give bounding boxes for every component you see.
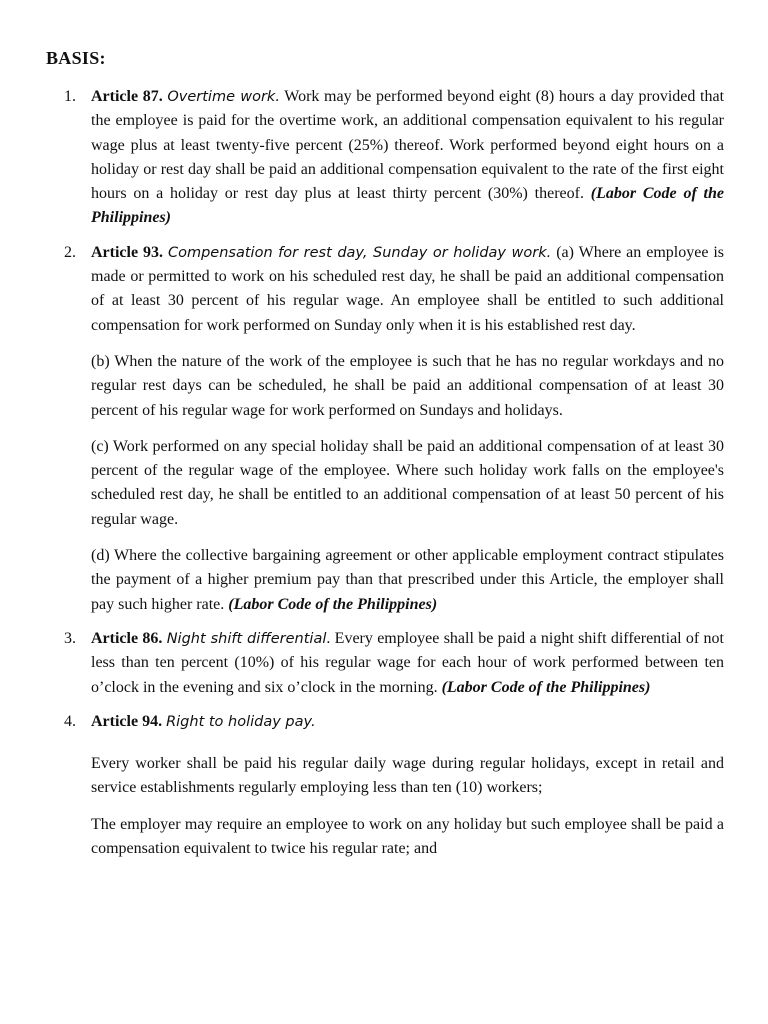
holiday-pay-paragraph-2: The employer may require an employee to work on any holiday but such employee shall be paid a compensation equivalent to twice his regular rate; and bbox=[91, 815, 724, 858]
article-paragraph bbox=[91, 710, 724, 734]
article-paragraph bbox=[91, 241, 724, 338]
article-body: Work may be performed beyond eight (8) hours a day provided that the employee is paid for the overtime work, an additional compensation equivalent to his regular wage plus at least twenty-five percent (25%) thereof. Work performed beyond eight hours on a holiday or rest day shall be paid an additional compensation equivalent to the rate of the first eight hours on a holiday or rest day plus at least thirty percent (30%) thereof. bbox=[91, 88, 725, 203]
item-number: 2. bbox=[64, 243, 76, 261]
article-paragraph bbox=[91, 85, 724, 231]
item-number: 3. bbox=[64, 629, 76, 647]
holiday-pay-paragraph-1: Every worker shall be paid his regular daily wage during regular holidays, except in retail and service establishments regularly employing less than ten (10) workers; bbox=[91, 755, 724, 797]
article-caption: Compensation for rest day, Sunday or holiday work. bbox=[167, 244, 552, 261]
citation: (Labor Code of the Philippines) bbox=[228, 595, 438, 613]
paragraph-b: (b) When the nature of the work of the employee is such that he has no regular workdays and no regular rest days can be scheduled, he shall be paid an additional compensation of at least 30 percent of his regular wage for work performed on Sundays and holidays. bbox=[91, 352, 724, 419]
article-label: Article 93. bbox=[91, 243, 164, 261]
article-label: Article 87. bbox=[91, 88, 163, 105]
citation: (Labor Code of the Philippines) bbox=[91, 185, 725, 227]
citation: (Labor Code of the Philippines) bbox=[441, 678, 651, 696]
list-item-article-87 bbox=[46, 85, 724, 231]
list-item-article-94 bbox=[46, 710, 724, 861]
article-list bbox=[46, 85, 724, 861]
list-item-article-86 bbox=[46, 627, 724, 700]
article-body: . Every employee shall be paid a night shift differential of not less than ten percent (10%) of his regular wage for each hour of work performed between ten o’clock in the evening and six o’clock in the morning. bbox=[91, 629, 725, 696]
article-label: Article 86. bbox=[91, 629, 163, 647]
article-paragraph bbox=[91, 627, 724, 700]
item-number: 1. bbox=[64, 88, 76, 105]
article-label: Article 94. bbox=[91, 712, 163, 730]
section-heading: BASIS: bbox=[46, 48, 106, 68]
article-caption: Right to holiday pay. bbox=[166, 713, 316, 730]
article-body: (a) Where an employee is made or permitted to work on his scheduled rest day, he shall be paid an additional compensation of at least 30 percent of his regular wage. An employee shall be entitled to such additional compensation for work performed on Sunday only when it is his established rest day. bbox=[91, 243, 725, 334]
article-caption: Overtime work. bbox=[167, 89, 280, 105]
list-item-article-93 bbox=[46, 241, 724, 617]
paragraph-d-text: (d) Where the collective bargaining agreement or other applicable employment contract stipulates the payment of a higher premium pay than that prescribed under this Article, the employer shall pay such higher rate. bbox=[91, 547, 724, 613]
item-number: 4. bbox=[64, 712, 76, 730]
paragraph-d bbox=[91, 544, 724, 617]
paragraph-c: (c) Work performed on any special holiday shall be paid an additional compensation of at least 30 percent of the regular wage of the employee. Where such holiday work falls on the employee's scheduled rest day, he shall be entitled to an additional compensation of at least 50 percent of his regular wage. bbox=[91, 437, 724, 528]
article-caption: Night shift differential bbox=[166, 630, 327, 647]
